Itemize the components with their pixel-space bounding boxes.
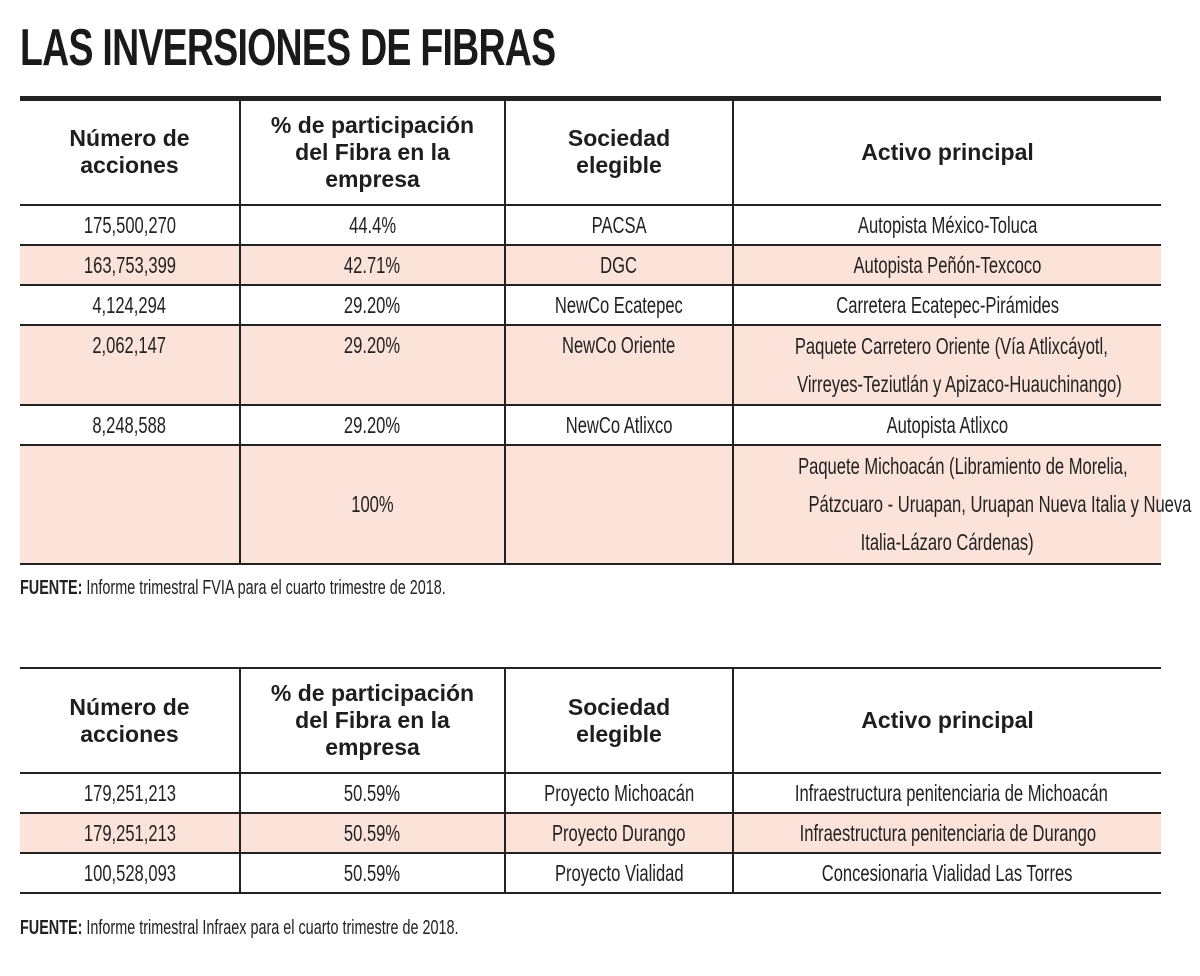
cell-asset <box>733 325 1161 405</box>
table-row <box>20 245 1161 285</box>
asset-line: Autopista México-Toluca <box>857 211 1038 238</box>
cell-company: Proyecto Vialidad <box>505 853 733 893</box>
table-row <box>20 325 1161 405</box>
cell-company: NewCo Atlixco <box>505 405 733 445</box>
asset-line: Autopista Peñón-Texcoco <box>853 251 1042 278</box>
cell-pct: 50.59% <box>240 773 505 813</box>
table-row <box>20 773 1161 813</box>
fibra-infraex-table <box>20 667 1161 894</box>
cell-asset <box>733 285 1161 325</box>
cell-company: DGC <box>505 245 733 285</box>
cell-asset: Concesionaria Vialidad Las Torres <box>733 853 1161 893</box>
cell-asset: Infraestructura penitenciaria de Michoacán <box>733 773 1161 813</box>
cell-shares: 179,251,213 <box>20 773 240 813</box>
cell-asset <box>733 205 1161 245</box>
cell-shares: 163,753,399 <box>20 245 240 285</box>
table-row <box>20 853 1161 893</box>
cell-shares: 8,248,588 <box>20 405 240 445</box>
asset-line: Virreyes-Teziutlán y Apizaco-Huauchinango) <box>797 370 1122 397</box>
cell-pct: 29.20% <box>240 325 505 405</box>
header-shares: Número de acciones <box>20 99 240 205</box>
table-row <box>20 285 1161 325</box>
asset-line: Paquete Michoacán (Libramiento de Morelia, <box>798 453 1128 479</box>
cell-shares: 4,124,294 <box>20 285 240 325</box>
cell-shares: 179,251,213 <box>20 813 240 853</box>
table-row <box>20 405 1161 445</box>
page-title: LAS INVERSIONES DE FIBRAS <box>20 19 556 77</box>
cell-shares: 2,062,147 <box>20 325 240 405</box>
cell-asset <box>733 245 1161 285</box>
header-row <box>20 99 1161 205</box>
asset-line: Paquete Carretero Oriente (Vía Atlixcáyotl, <box>794 332 1108 359</box>
asset-line: Italia-Lázaro Cárdenas) <box>860 529 1035 555</box>
header-participation: % de participación del Fibra en la empresa <box>240 99 505 205</box>
cell-company: NewCo Ecatepec <box>505 285 733 325</box>
cell-pct: 29.20% <box>240 405 505 445</box>
cell-asset: Infraestructura penitenciaria de Durango <box>733 813 1161 853</box>
cell-pct: 50.59% <box>240 853 505 893</box>
header-row <box>20 668 1161 773</box>
cell-pct: 100% <box>240 445 505 564</box>
source-note-1: FUENTE: Informe trimestral FVIA para el cuarto trimestre de 2018. <box>20 577 446 599</box>
asset-line: Carretera Ecatepec-Pirámides <box>836 291 1059 318</box>
cell-pct: 50.59% <box>240 813 505 853</box>
header-asset: Activo principal <box>733 668 1161 773</box>
header-shares: Número de acciones <box>20 668 240 773</box>
cell-company: PACSA <box>505 205 733 245</box>
cell-company <box>505 445 733 564</box>
cell-company: NewCo Oriente <box>505 325 733 405</box>
asset-line: Autopista Atlixco <box>886 411 1009 438</box>
cell-asset <box>733 405 1161 445</box>
header-participation: % de participación del Fibra en la empresa <box>240 668 505 773</box>
asset-line: Pátzcuaro - Uruapan, Uruapan Nueva Italia y Nueva <box>808 491 1192 517</box>
cell-pct: 42.71% <box>240 245 505 285</box>
cell-asset <box>733 445 1192 564</box>
header-company: Sociedad elegible <box>505 99 733 205</box>
cell-shares: 100,528,093 <box>20 853 240 893</box>
fibra-fvia-table <box>20 96 1192 565</box>
source-note-2: FUENTE: Informe trimestral Infraex para el cuarto trimestre de 2018. <box>20 917 459 939</box>
cell-pct: 44.4% <box>240 205 505 245</box>
table-row <box>20 813 1161 853</box>
cell-company: Proyecto Durango <box>505 813 733 853</box>
cell-shares <box>20 445 240 564</box>
cell-pct: 29.20% <box>240 285 505 325</box>
header-company: Sociedad elegible <box>505 668 733 773</box>
cell-shares: 175,500,270 <box>20 205 240 245</box>
table-row <box>20 445 1161 564</box>
table-row <box>20 205 1161 245</box>
header-asset: Activo principal <box>733 99 1161 205</box>
cell-company: Proyecto Michoacán <box>505 773 733 813</box>
